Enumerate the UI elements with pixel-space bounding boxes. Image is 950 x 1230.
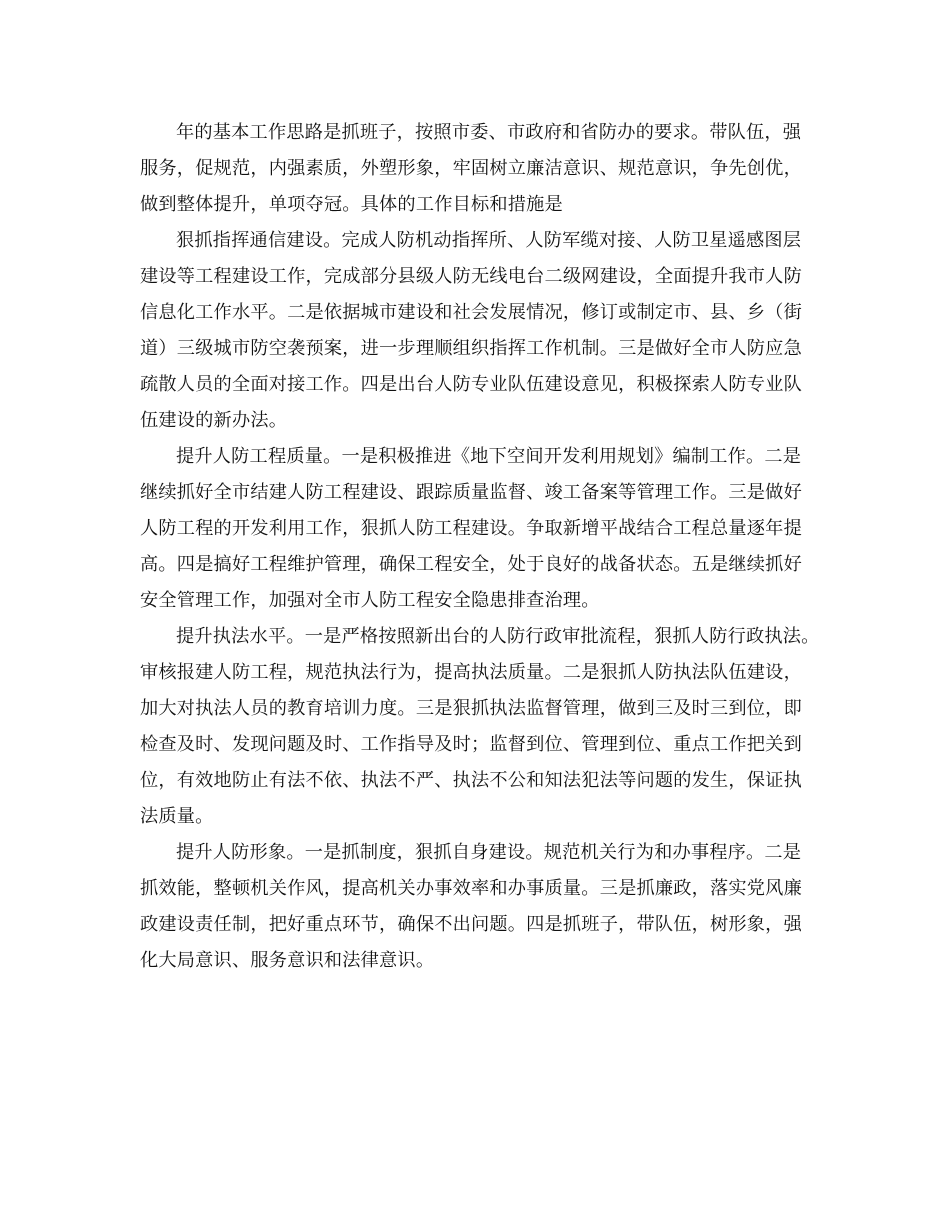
paragraph-engineering-quality bbox=[140, 439, 840, 619]
text-line: 狠抓指挥通信建设。完成人防机动指挥所、人防军缆对接、人防卫星遥感图层 bbox=[176, 230, 802, 251]
text-line: 检查及时、发现问题及时、工作指导及时；监督到位、管理到位、重点工作把关到 bbox=[140, 734, 802, 755]
document-body bbox=[140, 115, 840, 979]
text-line: 信息化工作水平。二是依据城市建设和社会发展情况，修订或制定市、县、乡（街 bbox=[140, 302, 802, 323]
text-line: 道）三级城市防空袭预案，进一步理顺组织指挥工作机制。三是做好全市人防应急 bbox=[140, 338, 802, 359]
text-line: 法质量。 bbox=[140, 806, 214, 827]
text-line: 加大对执法人员的教育培训力度。三是狠抓执法监督管理，做到三及时三到位，即 bbox=[140, 698, 802, 719]
paragraph-civil-defense-image bbox=[140, 835, 840, 979]
text-line: 建设等工程建设工作，完成部分县级人防无线电台二级网建设，全面提升我市人防 bbox=[140, 266, 802, 287]
paragraph-law-enforcement bbox=[140, 619, 840, 835]
text-line: 做到整体提升，单项夺冠。具体的工作目标和措施是 bbox=[140, 194, 563, 215]
text-line: 位，有效地防止有法不依、执法不严、执法不公和知法犯法等问题的发生，保证执 bbox=[140, 770, 802, 791]
text-line: 抓效能，整顿机关作风，提高机关办事效率和办事质量。三是抓廉政，落实党风廉 bbox=[140, 878, 802, 899]
text-line: 服务，促规范，内强素质，外塑形象，牢固树立廉洁意识、规范意识，争先创优， bbox=[140, 158, 802, 179]
text-line: 安全管理工作，加强对全市人防工程安全隐患排查治理。 bbox=[140, 590, 600, 611]
text-line: 提升人防形象。一是抓制度，狠抓自身建设。规范机关行为和办事程序。二是 bbox=[176, 842, 802, 863]
text-line: 高。四是搞好工程维护管理，确保工程安全，处于良好的战备状态。五是继续抓好 bbox=[140, 554, 802, 575]
text-line: 人防工程的开发利用工作，狠抓人防工程建设。争取新增平战结合工程总量逐年提 bbox=[140, 518, 802, 539]
text-line: 伍建设的新办法。 bbox=[140, 410, 288, 431]
text-line: 化大局意识、服务意识和法律意识。 bbox=[140, 950, 435, 971]
text-line: 年的基本工作思路是抓班子，按照市委、市政府和省防办的要求。带队伍，强 bbox=[176, 122, 802, 143]
text-line: 政建设责任制，把好重点环节，确保不出问题。四是抓班子，带队伍，树形象，强 bbox=[140, 914, 802, 935]
text-line: 提升执法水平。一是严格按照新出台的人防行政审批流程，狠抓人防行政执法。 bbox=[176, 626, 820, 647]
text-line: 继续抓好全市结建人防工程建设、跟踪质量监督、竣工备案等管理工作。三是做好 bbox=[140, 482, 802, 503]
paragraph-work-approach bbox=[140, 115, 840, 223]
text-line: 提升人防工程质量。一是积极推进《地下空间开发利用规划》编制工作。二是 bbox=[176, 446, 802, 467]
text-line: 疏散人员的全面对接工作。四是出台人防专业队伍建设意见，积极探索人防专业队 bbox=[140, 374, 802, 395]
text-line: 审核报建人防工程，规范执法行为，提高执法质量。二是狠抓人防执法队伍建设， bbox=[140, 662, 802, 683]
paragraph-command-communication bbox=[140, 223, 840, 439]
